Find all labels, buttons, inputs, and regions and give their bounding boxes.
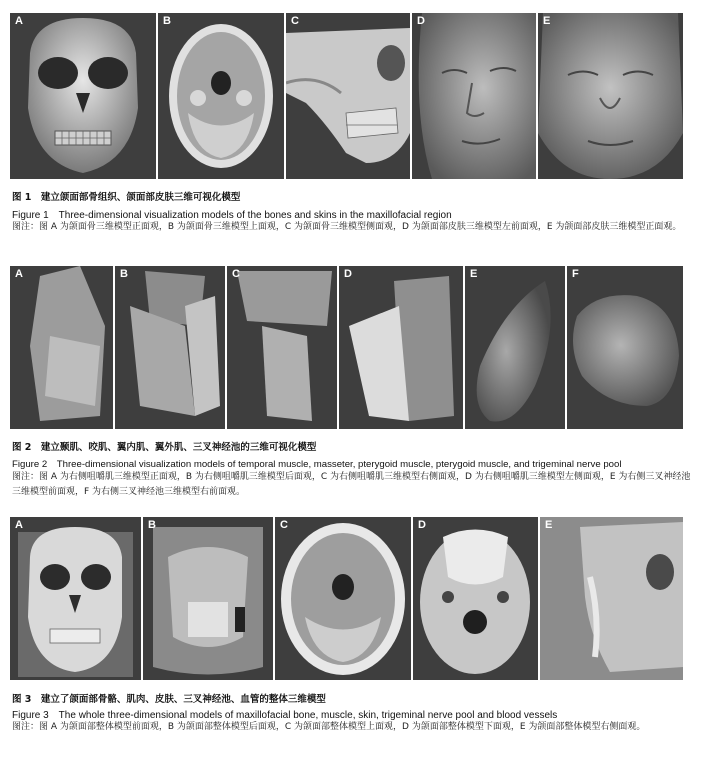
face-skin-front-image [538,13,683,179]
face-skin-left-front-image [412,13,536,179]
figure-1-caption-en: Figure 1 Three-dimensional visualization models of the bones and skins in the maxillofacial region [12,210,452,221]
figure-3-panel-c [275,517,411,680]
figure-3-caption-en: Figure 3 The whole three-dimensional models of maxillofacial bone, muscle, skin, trigeminal nerve pool and blood vessels [12,710,558,721]
whole-model-bottom-image [413,517,538,680]
figure-1-images [10,13,683,179]
figure-2-panel-a [10,266,113,429]
panel-label: B [163,15,171,27]
whole-model-front-image [10,517,141,680]
skull-front-image [10,13,156,179]
figure-1-panel-c [286,13,410,179]
figure-1-panel-a [10,13,156,179]
masticatory-muscle-right-side-image [227,266,337,429]
panel-label: C [280,519,288,531]
panel-label: E [545,519,553,531]
figure-2-images [10,266,683,429]
figure-1-note: 图注：图 A 为颌面骨三维模型正面观，B 为颌面骨三维模型上面观，C 为颌面骨三维模型侧面观，D 为颌面部皮肤三维模型左前面观，E 为颌面部皮肤三维模型正面观。 [12,222,682,232]
panel-label: A [15,519,23,531]
figure-2-panel-c [227,266,337,429]
figure-2-note: 图注：图 A 为右侧咀嚼肌三维模型正面观，B 为右侧咀嚼肌三维模型后面观，C 为右侧咀嚼肌三维模型右侧面观，D 为右侧咀嚼肌三维模型左侧面观，E 为右侧三叉神经池三维模型前面观，F 为右侧三叉神经池三维模型右前面观。 [12,472,691,497]
panel-label: D [344,268,352,280]
panel-label: C [291,15,299,27]
figure-3-panel-a [10,517,141,680]
figure-3-images [10,517,683,680]
panel-label: A [15,268,23,280]
figure-2-panel-f [567,266,683,429]
figure-3-caption-cn: 图 3 建立了颌面部骨骼、肌肉、皮肤、三叉神经池、血管的整体三维模型 [12,694,326,705]
figure-1-panel-b [158,13,284,179]
panel-label: E [470,268,478,280]
figure-2-panel-d [339,266,463,429]
masticatory-muscle-front-image [10,266,113,429]
figure-2-caption-cn: 图 2 建立颞肌、咬肌、翼内肌、翼外肌、三叉神经池的三维可视化模型 [12,442,317,453]
whole-model-top-image [275,517,411,680]
panel-label: B [120,268,128,280]
whole-model-back-image [143,517,273,680]
figure-3-note: 图注：图 A 为颌面部整体模型前面观，B 为颌面部整体模型后面观，C 为颌面部整体模型上面观，D 为颌面部整体模型下面观，E 为颌面部整体模型右侧面观。 [12,722,646,732]
figure-3-panel-d [413,517,538,680]
whole-model-right-side-image [540,517,683,680]
masticatory-muscle-back-image [115,266,225,429]
figure-3-panel-e [540,517,683,680]
panel-label: D [417,15,425,27]
trigeminal-pool-front-image [465,266,565,429]
skull-top-image [158,13,284,179]
figure-2-panel-e [465,266,565,429]
figure-1-panel-d [412,13,536,179]
figure-1-caption-cn: 图 1 建立颌面部骨组织、颌面部皮肤三维可视化模型 [12,192,241,203]
trigeminal-pool-right-front-image [567,266,683,429]
panel-label: F [572,268,579,280]
panel-label: E [543,15,551,27]
panel-label: A [15,15,23,27]
figure-2-caption-en: Figure 2 Three-dimensional visualization models of temporal muscle, masseter, pterygoid muscle, pterygoid muscle, and trigeminal nerve pool [12,459,622,470]
figure-3-panel-b [143,517,273,680]
masticatory-muscle-left-side-image [339,266,463,429]
panel-label: C [232,268,240,280]
panel-label: D [418,519,426,531]
figure-2-panel-b [115,266,225,429]
figure-1-panel-e [538,13,683,179]
skull-side-image [286,13,410,179]
panel-label: B [148,519,156,531]
